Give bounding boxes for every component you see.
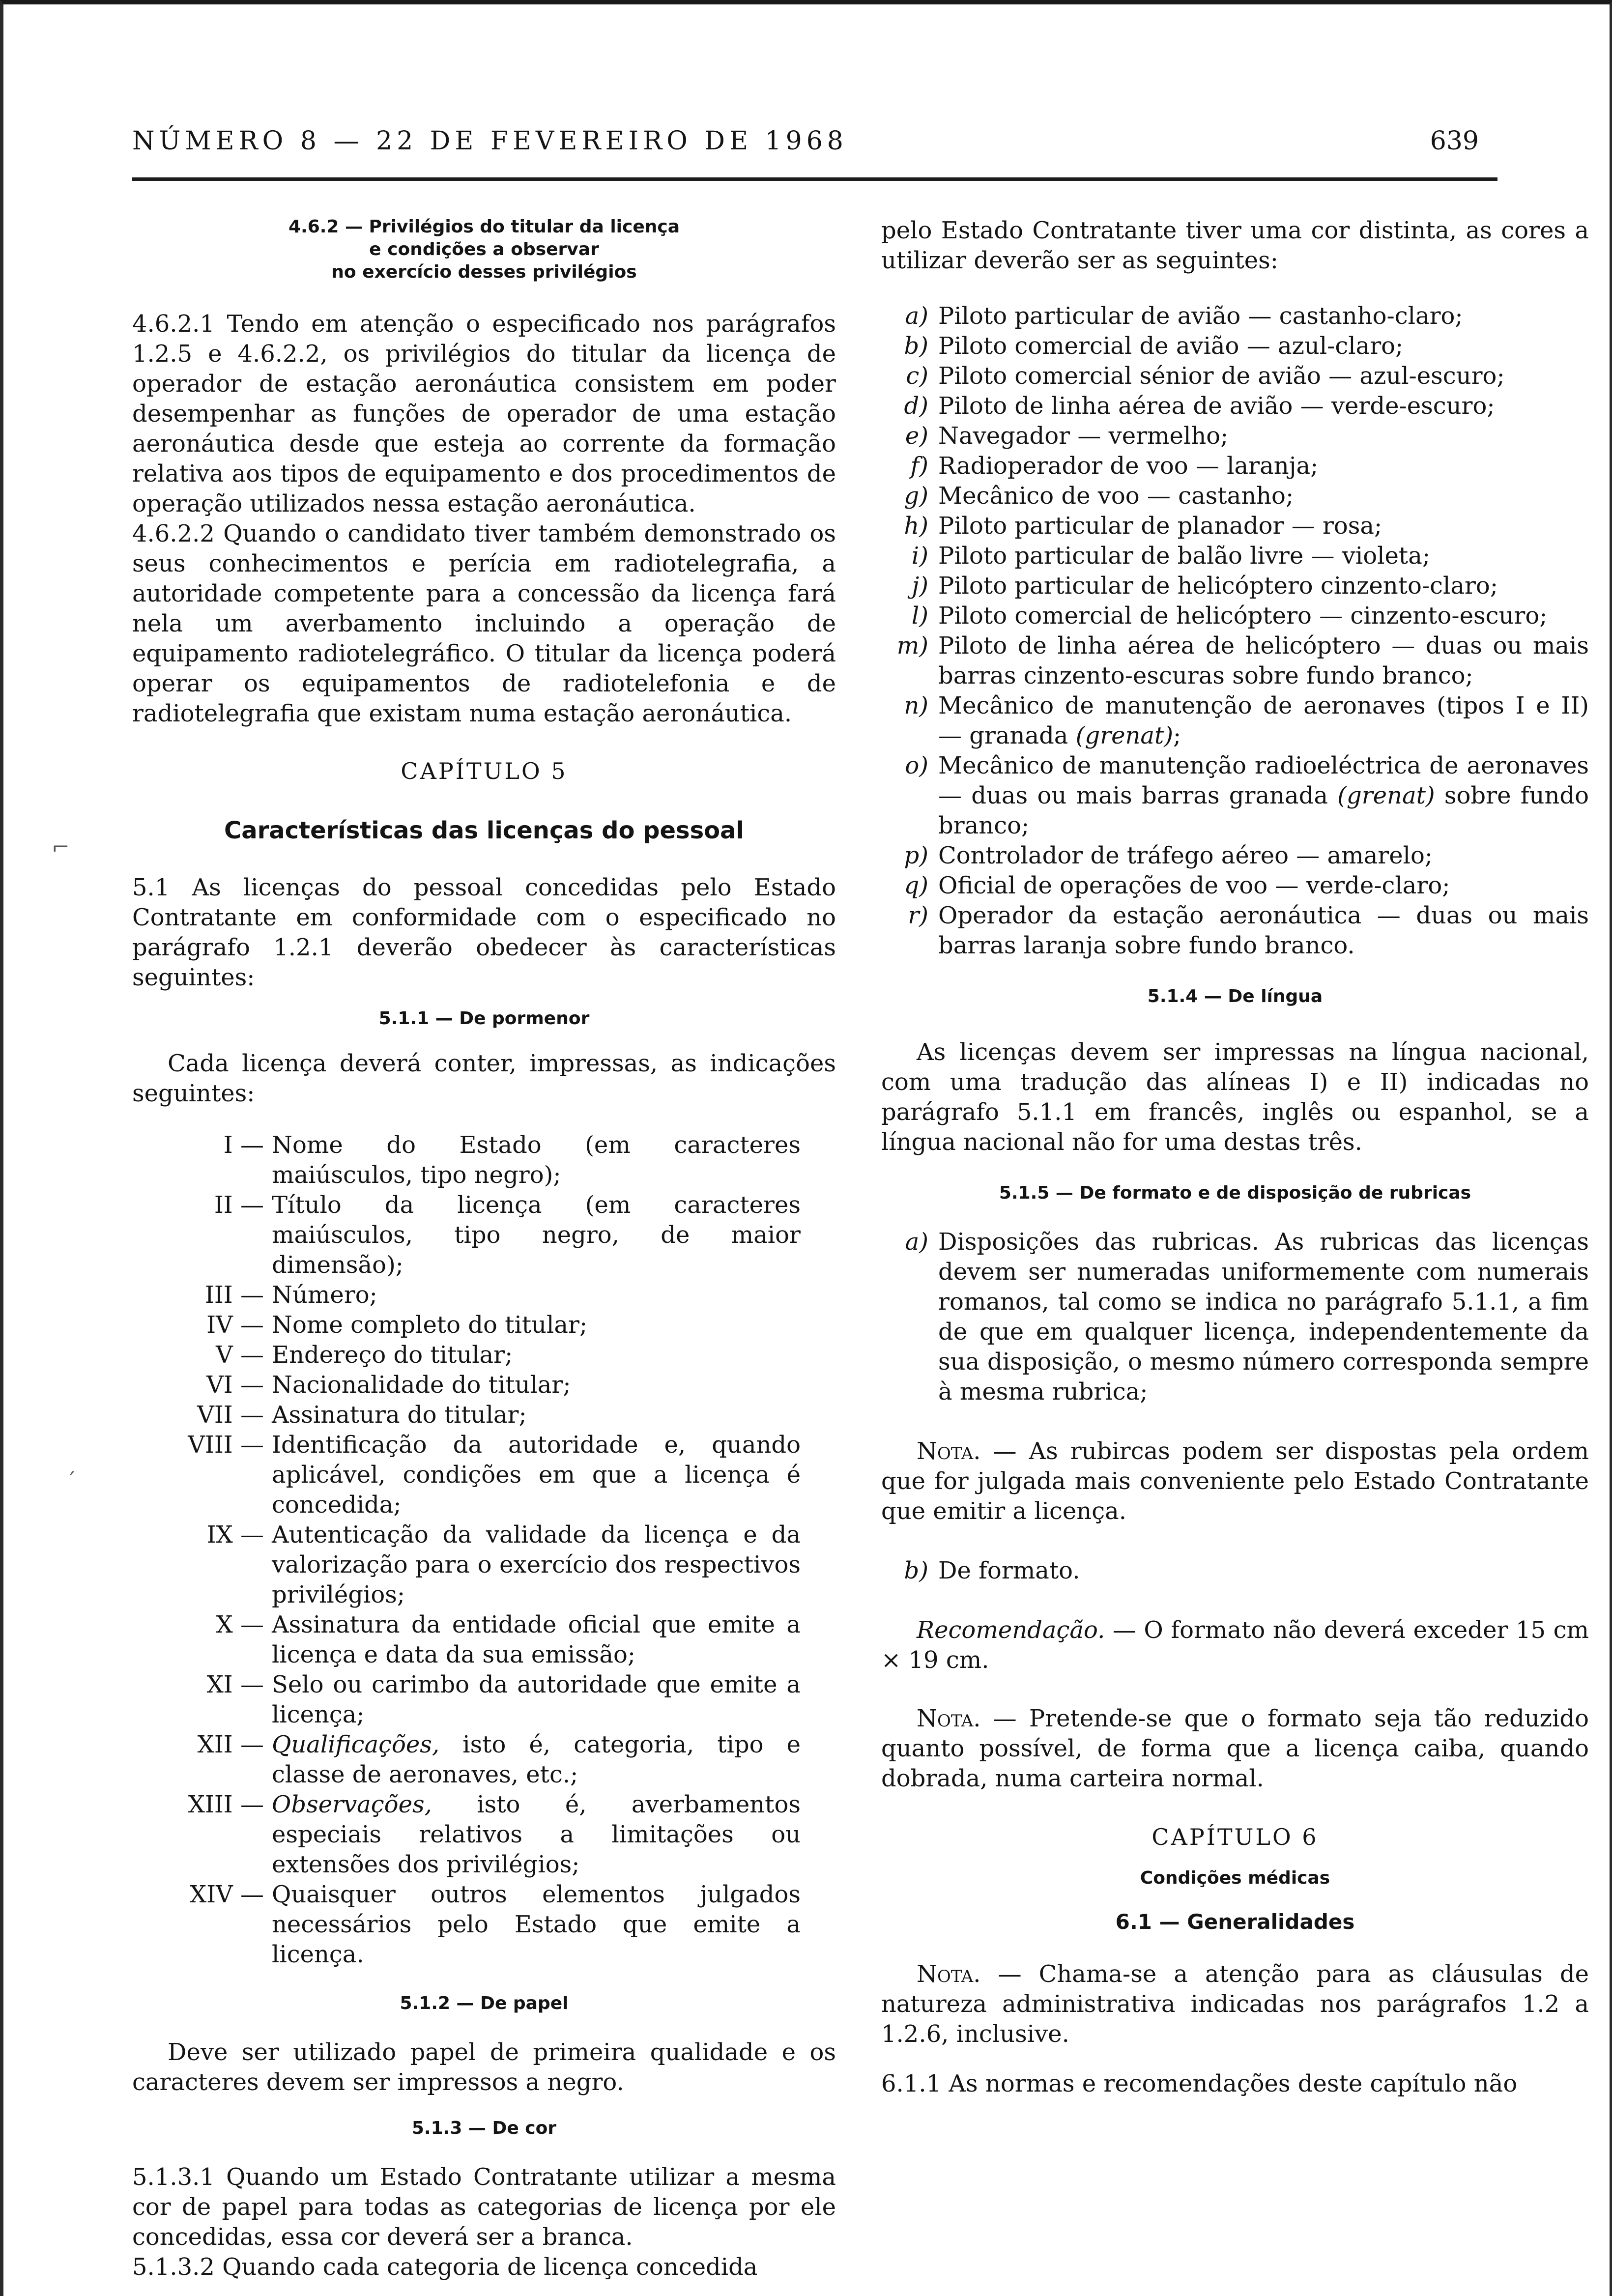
page-number: 639 bbox=[1430, 126, 1479, 156]
paragraph-5-1-4: As licenças devem ser impressas na língua nacional, com uma tradução das alíneas I) e II) indicadas no parágrafo 5.1.1 em francês, inglês ou espanhol, se a língua nacional não for uma destas três. bbox=[881, 1038, 1589, 1156]
list-item: n) Mecânico de manutenção de aeronaves (tipos I e II) — granada (grenat); bbox=[904, 692, 1589, 749]
section-5-1-1-title: 5.1.1 — De pormenor bbox=[378, 1008, 590, 1029]
list-item: VII — Assinatura do titular; bbox=[197, 1401, 527, 1429]
item-a-rubricas: a) Disposições das rubricas. As rubricas das licenças devem ser numeradas uniformemente com numerais romanos, tal como se indica no parágrafo 5.1.1, a fim de que em qualquer licença, independentemente da sua disposição, o mesmo número corresponda sempre à mesma rubrica; bbox=[905, 1228, 1589, 1406]
paragraph-5-1-3-2-continued: pelo Estado Contratante tiver uma cor distinta, as cores a utilizar deverão ser as seguintes: bbox=[881, 217, 1589, 274]
list-item: o) Mecânico de manutenção radioeléctrica de aeronaves — duas ou mais barras granada (grenat) sobre fundo branco; bbox=[905, 752, 1589, 839]
list-item: X — Assinatura da entidade oficial que emite a licença e data da sua emissão; bbox=[216, 1611, 801, 1668]
header-rule bbox=[132, 177, 1497, 181]
item-b-formato: b) De formato. bbox=[904, 1557, 1080, 1584]
list-item: c) Piloto comercial sénior de avião — azul-escuro; bbox=[906, 362, 1505, 390]
list-item: IV — Nome completo do titular; bbox=[206, 1311, 588, 1339]
nota-administrativa: Nota. — Chama-se a atenção para as cláusulas de natureza administrativa indicadas nos parágrafos 1.2 a 1.2.6, inclusive. bbox=[881, 1960, 1589, 2048]
list-item: g) Mecânico de voo — castanho; bbox=[904, 482, 1294, 510]
list-item: VIII — Identificação da autoridade e, quando aplicável, condições em que a licença é concedida; bbox=[188, 1431, 801, 1519]
heading-line: no exercício desses privilégios bbox=[331, 262, 637, 282]
nota-rubricas: Nota. — As rubircas podem ser dispostas pela ordem que for julgada mais conveniente pelo Estado Contratante que emitir a licença. bbox=[881, 1437, 1589, 1525]
list-item: r) Operador da estação aeronáutica — duas ou mais barras laranja sobre fundo branco. bbox=[908, 902, 1589, 959]
heading-line: e condições a observar bbox=[369, 239, 599, 259]
chapter-5-title: Características das licenças do pessoal bbox=[224, 817, 744, 844]
list-item: j) Piloto particular de helicóptero cinzento-claro; bbox=[912, 572, 1498, 600]
list-item: d) Piloto de linha aérea de avião — verde-escuro; bbox=[904, 392, 1495, 420]
heading-line: 4.6.2 — Privilégios do titular da licença bbox=[288, 217, 680, 237]
paragraph-5-1-1: Cada licença deverá conter, impressas, as indicações seguintes: bbox=[132, 1050, 836, 1107]
list-item: II — Título da licença (em caracteres maiúsculos, tipo negro, de maior dimensão); bbox=[214, 1191, 801, 1279]
section-5-1-4-title: 5.1.4 — De língua bbox=[1147, 986, 1323, 1006]
chapter-6-heading: CAPÍTULO 6 bbox=[1151, 1824, 1319, 1850]
margin-mark: ˊ bbox=[65, 1469, 76, 1494]
header-title: NÚMERO 8 — 22 DE FEVEREIRO DE 1968 bbox=[132, 126, 848, 156]
paragraph-4-6-2-2: 4.6.2.2 Quando o candidato tiver também demonstrado os seus conhecimentos e perícia em radiotelegrafia, a autoridade competente para a concessão da licença fará nela um averbamento incluindo a operação de equipamento radiotelegráfico. O titular da licença poderá operar os equipamentos de radiotelefonia e de radiotelegrafia que existam numa estação aeronáutica. bbox=[132, 520, 836, 727]
list-item: I — Nome do Estado (em caracteres maiúsculos, tipo negro); bbox=[223, 1131, 801, 1189]
page-header bbox=[132, 126, 1479, 171]
list-item: III — Número; bbox=[204, 1281, 377, 1309]
section-5-1-3-title: 5.1.3 — De cor bbox=[411, 2118, 557, 2138]
section-5-1-5-title: 5.1.5 — De formato e de disposição de rubricas bbox=[999, 1183, 1471, 1203]
list-item: XIV — Quaisquer outros elementos julgados necessários pelo Estado que emite a licença. bbox=[189, 1881, 801, 1968]
list-item: XII — Qualificações, isto é, categoria, tipo e classe de aeronaves, etc.; bbox=[197, 1731, 801, 1788]
list-item: a) Piloto particular de avião — castanho-claro; bbox=[905, 302, 1463, 330]
list-item: e) Navegador — vermelho; bbox=[905, 422, 1229, 450]
roman-list bbox=[132, 1130, 836, 1970]
list-item: q) Oficial de operações de voo — verde-claro; bbox=[904, 872, 1450, 899]
section-5-1-2-title: 5.1.2 — De papel bbox=[400, 1993, 569, 2013]
right-column bbox=[881, 216, 1589, 2099]
recomendacao-formato: Recomendação. — O formato não deverá exceder 15 cm × 19 cm. bbox=[881, 1616, 1589, 1674]
paragraph-5-1-3-1: 5.1.3.1 Quando um Estado Contratante utilizar a mesma cor de papel para todas as categorias de licença por ele concedidas, essa cor deverá ser a branca. bbox=[132, 2163, 836, 2251]
list-item: b) Piloto comercial de avião — azul-claro; bbox=[904, 332, 1404, 360]
list-item: IX — Autenticação da validade da licença e da valorização para o exercício dos respectivos privilégios; bbox=[206, 1521, 801, 1608]
list-item: V — Endereço do titular; bbox=[216, 1341, 513, 1369]
list-item: XIII — Observações, isto é, averbamentos especiais relativos a limitações ou extensões dos privilégios; bbox=[188, 1791, 801, 1878]
chapter-6-title: Condições médicas bbox=[1140, 1868, 1330, 1888]
paragraph-5-1-3-2: 5.1.3.2 Quando cada categoria de licença concedida bbox=[132, 2253, 758, 2281]
list-item: l) Piloto comercial de helicóptero — cinzento-escuro; bbox=[911, 602, 1548, 630]
list-item: VI — Nacionalidade do titular; bbox=[206, 1371, 571, 1399]
list-item: f) Radioperador de voo — laranja; bbox=[910, 452, 1319, 480]
list-item: p) Controlador de tráfego aéreo — amarelo; bbox=[904, 842, 1433, 869]
chapter-5-heading: CAPÍTULO 5 bbox=[401, 758, 568, 784]
paragraph-5-1: 5.1 As licenças do pessoal concedidas pelo Estado Contratante em conformidade com o especificado no parágrafo 1.2.1 deverão obedecer às características seguintes: bbox=[132, 874, 836, 991]
section-4-6-2-title bbox=[132, 216, 836, 284]
list-item: i) Piloto particular de balão livre — violeta; bbox=[911, 542, 1430, 570]
paragraph-4-6-2-1: 4.6.2.1 Tendo em atenção o especificado nos parágrafos 1.2.5 e 4.6.2.2, os privilégios do titular da licença de operador de estação aeronáutica consistem em poder desempenhar as funções de operador de uma estação aeronáutica desde que esteja ao corrente da formação relativa aos tipos de equipamento e dos procedimentos de operação utilizados nessa estação aeronáutica. bbox=[132, 310, 836, 517]
left-column bbox=[132, 216, 836, 2282]
margin-mark: ⌐ bbox=[52, 835, 70, 860]
license-colour-list bbox=[881, 301, 1589, 961]
nota-formato: Nota. — Pretende-se que o formato seja tão reduzido quanto possível, de forma que a licença caiba, quando dobrada, numa carteira normal. bbox=[881, 1705, 1589, 1792]
list-item: h) Piloto particular de planador — rosa; bbox=[904, 512, 1382, 540]
list-item: m) Piloto de linha aérea de helicóptero — duas ou mais barras cinzento-escuras sobre fundo branco; bbox=[896, 632, 1589, 689]
list-item: XI — Selo ou carimbo da autoridade que emite a licença; bbox=[206, 1671, 801, 1728]
paragraph-5-1-2: Deve ser utilizado papel de primeira qualidade e os caracteres devem ser impressos a negro. bbox=[132, 2038, 836, 2096]
paragraph-6-1-1: 6.1.1 As normas e recomendações deste capítulo não bbox=[881, 2070, 1518, 2097]
section-6-1-title: 6.1 — Generalidades bbox=[1115, 1910, 1355, 1934]
